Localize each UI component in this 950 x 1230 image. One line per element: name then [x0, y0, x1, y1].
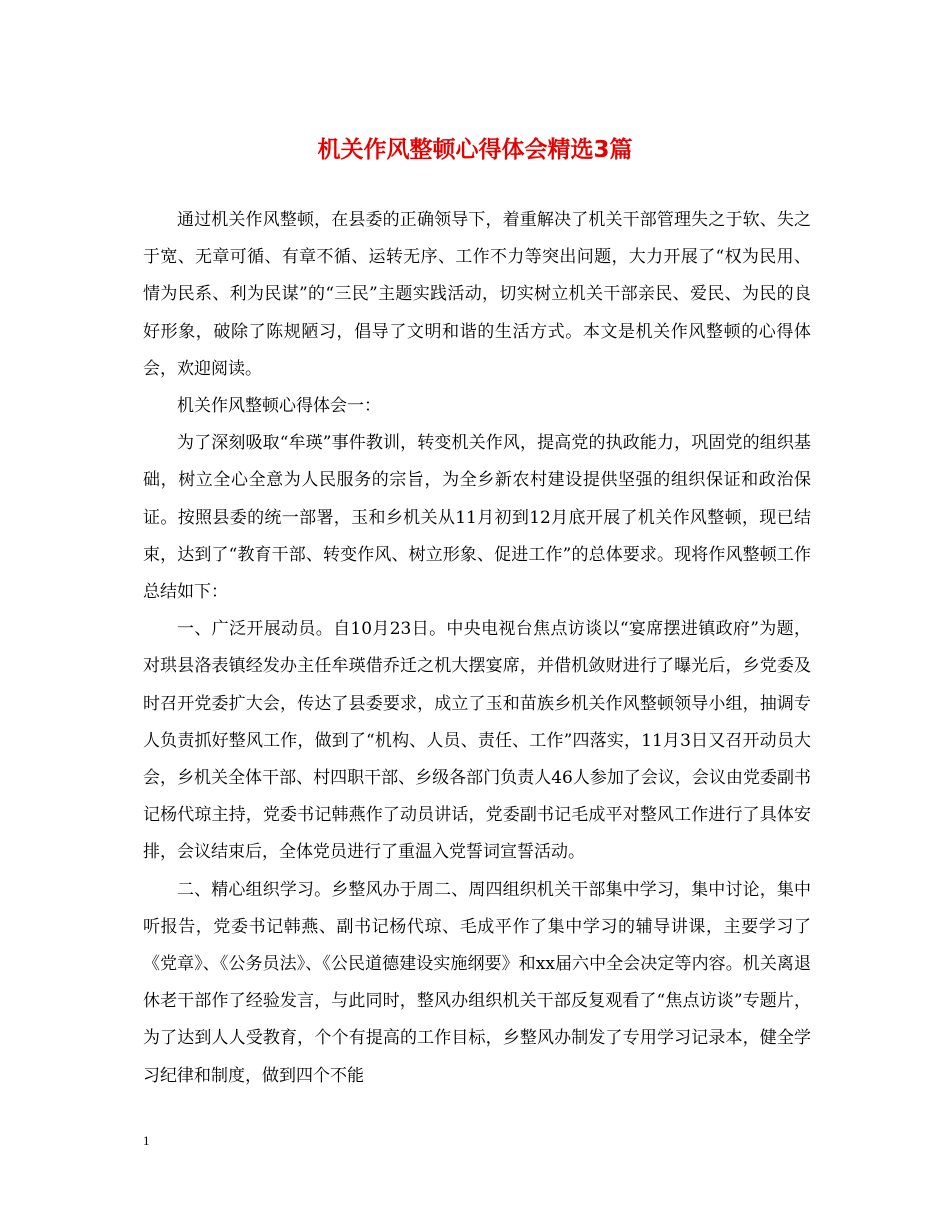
- document-title: 机关作风整顿心得体会精选3篇: [317, 137, 633, 163]
- paragraph-section-heading: 机关作风整顿心得体会一：: [177, 396, 381, 417]
- paragraph-study: 二、精心组织学习。乡整风办于周二、周四组织机关干部集中学习，集中讨论，集中听报告，党委书记韩燕、副书记杨代琼、毛成平作了集中学习的辅导讲课，主要学习了《党章》、《公务员法》、《公民道德建设实施纲要》和xx届六中全会决定等内容。机关离退休老干部作了经验发言，与此同时，整风办组织机关干部反复观看了“焦点访谈”专题片，为了达到人人受教育，个个有提高的工作目标，乡整风办制发了专用学习记录本，健全学习纪律和制度，做到四个不能: [143, 879, 811, 1086]
- paragraph-intro: 通过机关作风整顿，在县委的正确领导下，着重解决了机关干部管理失之于软、失之于宽、无章可循、有章不循、运转无序、工作不力等突出问题，大力开展了“权为民用、情为民系、利为民谋”的“三民”主题实践活动，切实树立机关干部亲民、爱民、为民的良好形象，破除了陈规陋习，倡导了文明和谐的生活方式。本文是机关作风整顿的心得体会，欢迎阅读。: [143, 210, 811, 379]
- page-number: 1: [143, 1133, 150, 1148]
- paragraph-background: 为了深刻吸取“牟瑛”事件教训，转变机关作风，提高党的执政能力，巩固党的组织基础，树立全心全意为人民服务的宗旨，为全乡新农村建设提供坚强的组织保证和政治保证。按照县委的统一部署，玉和乡机关从11月初到12月底开展了机关作风整顿，现已结束，达到了“教育干部、转变作风、树立形象、促进工作”的总体要求。现将作风整顿工作总结如下：: [143, 433, 811, 603]
- paragraph-mobilization: 一、广泛开展动员。自10月23日。中央电视台焦点访谈以“宴席摆进镇政府”为题，对珙县洛表镇经发办主任牟瑛借乔迁之机大摆宴席，并借机敛财进行了曝光后，乡党委及时召开党委扩大会，传达了县委要求，成立了玉和苗族乡机关作风整顿领导小组，抽调专人负责抓好整风工作，做到了“机构、人员、责任、工作”四落实，11月3日又召开动员大会，乡机关全体干部、村四职干部、乡级各部门负责人46人参加了会议，会议由党委副书记杨代琼主持，党委书记韩燕作了动员讲话，党委副书记毛成平对整风工作进行了具体安排，会议结束后，全体党员进行了重温入党誓词宣誓活动。: [143, 619, 811, 863]
- document-body: [143, 202, 811, 1095]
